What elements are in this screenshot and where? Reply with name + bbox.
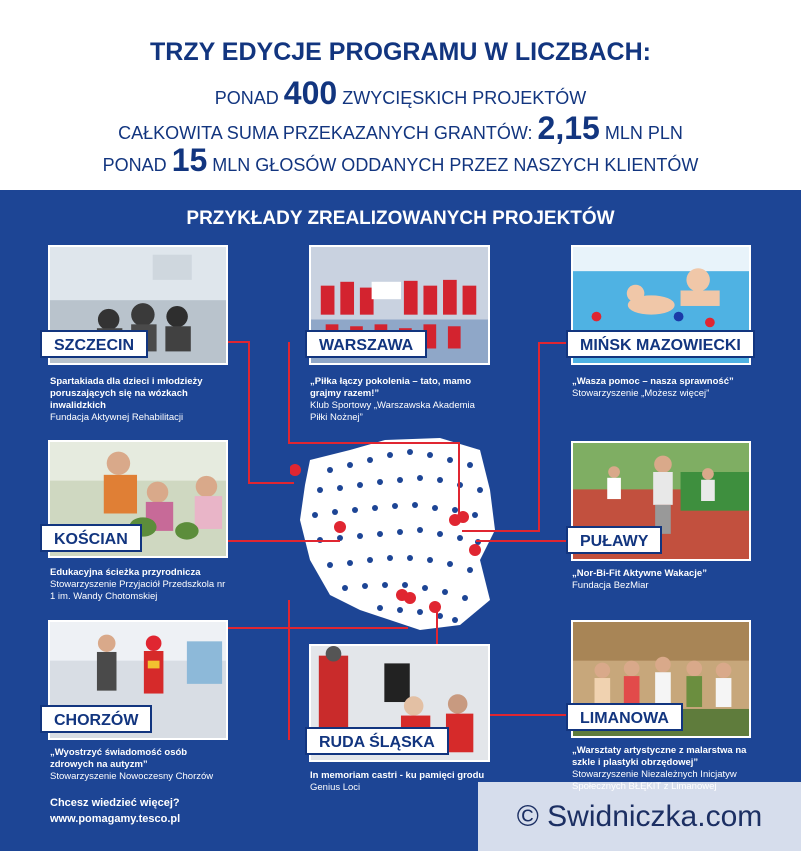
desc-koscian-quote: Edukacyjna ścieżka przyrodnicza [50,567,201,578]
connector-koscian [228,540,340,542]
connector-pulawy [476,540,568,542]
connector-minsk [538,342,568,344]
stats-title: TRZY EDYCJE PROGRAMU W LICZBACH: [150,38,651,66]
desc-koscian-org: Stowarzyszenie Przyjaciół Przedszkola nr 1 im. Wandy Chotomskiej [50,579,226,602]
connector-szczecin [228,341,250,484]
stats-header [0,0,801,190]
desc-limanowa-quote: „Warsztaty artystyczne z malarstwa na szkle i plastyki obrzędowej” [572,745,747,768]
desc-ruda [310,770,500,794]
stat-votes [0,142,801,179]
stat-votes-post: MLN GŁOSÓW ODDANYCH PRZEZ NASZYCH KLIENTÓW [212,155,699,175]
desc-minsk [572,376,752,400]
label-chorzow: CHORZÓW [40,705,152,733]
label-ruda: RUDA ŚLĄSKA [305,727,449,755]
label-limanowa: LIMANOWA [566,703,683,731]
desc-minsk-quote: „Wasza pomoc – nasza sprawność” [572,376,734,387]
desc-warszawa-org: Klub Sportowy „Warszawska Akademia Piłki Nożnej” [310,400,475,423]
watermark: © Swidniczka.com [478,782,801,851]
desc-warszawa-quote: „Piłka łączy pokolenia – tato, mamo grajmy razem!” [310,376,472,399]
footer-question: Chcesz wiedzieć więcej? [50,797,180,809]
stat-votes-number: 15 [171,142,208,178]
label-szczecin: SZCZECIN [40,330,148,358]
label-pulawy: PUŁAWY [566,526,662,554]
connector-warszawa-h [288,442,460,520]
stat-projects-number: 400 [283,75,338,111]
desc-koscian [50,567,230,603]
stat-projects-post: ZWYCIĘSKICH PROJEKTÓW [342,88,587,108]
desc-szczecin [50,376,225,424]
stat-projects-pre: PONAD [214,88,279,108]
desc-ruda-quote: In memoriam castri - ku pamięci grodu [310,770,485,781]
footer [50,795,180,827]
footer-link[interactable]: www.pomagamy.tesco.pl [50,813,181,825]
connector-warszawa [288,342,290,442]
desc-szczecin-org: Fundacja Aktywnej Rehabilitacji [50,412,184,423]
label-koscian: KOŚCIAN [40,524,142,552]
connector-chorzow [228,627,408,629]
connector-ruda [288,600,290,740]
desc-warszawa [310,376,490,424]
desc-pulawy-org: Fundacja BezMiar [572,580,649,591]
desc-pulawy-quote: „Nor-Bi-Fit Aktywne Wakacje” [572,568,707,579]
stat-grants-number: 2,15 [537,110,600,146]
desc-pulawy [572,568,752,592]
connector-minsk-v [538,342,540,532]
desc-ruda-org: Genius Loci [310,782,361,793]
desc-chorzow-org: Stowarzyszenie Nowoczesny Chorzów [50,771,214,782]
stat-projects [0,75,801,112]
stat-grants-pre: CAŁKOWITA SUMA PRZEKAZANYCH GRANTÓW: [118,123,533,143]
connector-minsk-h [462,530,540,532]
stat-votes-pre: PONAD [102,155,167,175]
desc-minsk-org: Stowarzyszenie „Możesz więcej” [572,388,710,399]
stat-grants-post: MLN PLN [604,123,683,143]
label-warszawa: WARSZAWA [305,330,427,358]
section-title: PRZYKŁADY ZREALIZOWANYCH PROJEKTÓW [186,208,615,229]
desc-limanowa-org: Stowarzyszenie Niezależnych Inicjatyw [572,769,737,780]
desc-chorzow [50,747,230,783]
desc-szczecin-quote: Spartakiada dla dzieci i młodzieży poruszających się na wózkach inwalidzkich [50,376,203,411]
label-minsk: MIŃSK MAZOWIECKI [566,330,755,358]
desc-chorzow-quote: „Wyostrzyć świadomość osób zdrowych na autyzm” [50,747,188,770]
